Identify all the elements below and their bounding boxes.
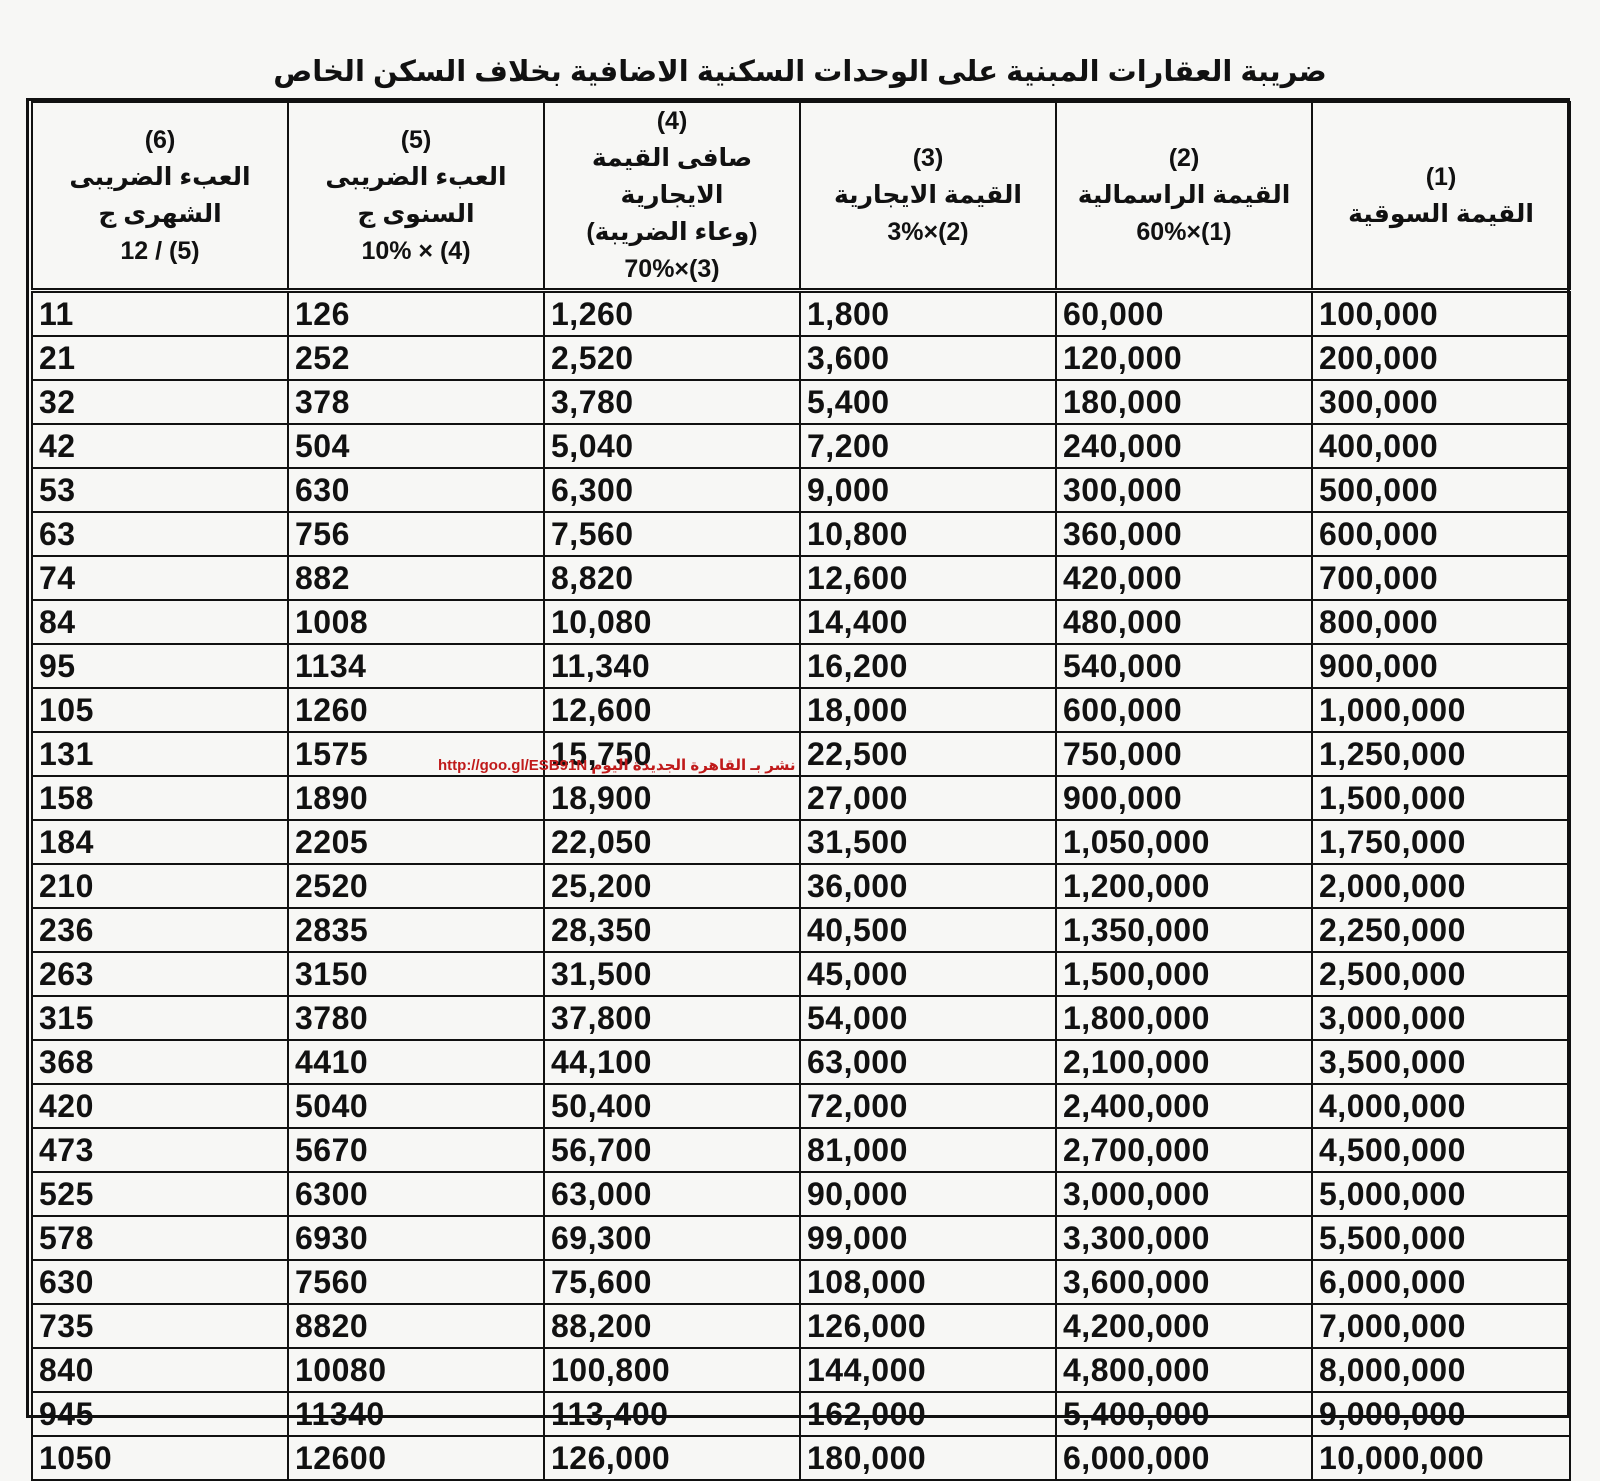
- table-cell: 15,750: [544, 732, 800, 776]
- column-header-num: (3): [912, 144, 944, 172]
- table-cell: 69,300: [544, 1216, 800, 1260]
- table-cell: 63: [32, 512, 288, 556]
- table-cell: 1890: [288, 776, 544, 820]
- table-cell: 27,000: [800, 776, 1056, 820]
- table-row: [32, 776, 1570, 820]
- table-cell: 18,900: [544, 776, 800, 820]
- column-header-num: (1): [1425, 162, 1457, 191]
- table-cell: 7560: [288, 1260, 544, 1304]
- table-cell: 480,000: [1056, 600, 1312, 644]
- table-row: [32, 600, 1570, 644]
- watermark-text: نشر بـ القاهرة الجديدة اليوم http://goo.gl/ESB91N: [438, 757, 796, 774]
- table-cell: 6,300: [544, 468, 800, 512]
- table-cell: 2,700,000: [1056, 1128, 1312, 1172]
- table-row: [32, 556, 1570, 600]
- table-cell: 12,600: [800, 556, 1056, 600]
- table-cell: 6,000,000: [1056, 1436, 1312, 1480]
- table-cell: 37,800: [544, 996, 800, 1040]
- column-header-line1: القيمة الراسمالية: [1077, 181, 1291, 209]
- column-header-formula: 60%×(1): [1136, 218, 1232, 246]
- table-cell: 22,050: [544, 820, 800, 864]
- column-header-formula: 10% × (4): [361, 236, 471, 265]
- table-cell: 100,800: [544, 1348, 800, 1392]
- column-header-formula: 3%×(2): [887, 218, 969, 246]
- table-cell: 56,700: [544, 1128, 800, 1172]
- column-header-num: (4): [656, 107, 688, 135]
- table-cell: 72,000: [800, 1084, 1056, 1128]
- table-cell: 5670: [288, 1128, 544, 1172]
- table-cell: 16,200: [800, 644, 1056, 688]
- table-cell: 4,000,000: [1312, 1084, 1570, 1128]
- table-cell: 44,100: [544, 1040, 800, 1084]
- table-row: [32, 1128, 1570, 1172]
- table-cell: 25,200: [544, 864, 800, 908]
- table-row: [32, 996, 1570, 1040]
- table-cell: 300,000: [1312, 380, 1570, 424]
- table-cell: 578: [32, 1216, 288, 1260]
- table-cell: 3,600,000: [1056, 1260, 1312, 1304]
- page-title: ضريبة العقارات المبنية على الوحدات السكنية الاضافية بخلاف السكن الخاص: [273, 56, 1327, 88]
- table-row: [32, 1348, 1570, 1392]
- table-cell: 100,000: [1312, 291, 1570, 337]
- table-cell: 108,000: [800, 1260, 1056, 1304]
- table-cell: 3,000,000: [1312, 996, 1570, 1040]
- table-cell: 45,000: [800, 952, 1056, 996]
- table-cell: 10,800: [800, 512, 1056, 556]
- table-cell: 882: [288, 556, 544, 600]
- column-header-6: [32, 102, 288, 291]
- table-cell: 1,000,000: [1312, 688, 1570, 732]
- table-cell: 12,600: [544, 688, 800, 732]
- column-header-formula: 70%×(3): [624, 255, 720, 283]
- column-header-5: [288, 102, 544, 291]
- table-row: [32, 732, 1570, 776]
- table-row: [32, 291, 1570, 337]
- table-cell: 1,500,000: [1056, 952, 1312, 996]
- table-cell: 81,000: [800, 1128, 1056, 1172]
- table-cell: 105: [32, 688, 288, 732]
- table-cell: 162,000: [800, 1392, 1056, 1436]
- table-cell: 263: [32, 952, 288, 996]
- table-cell: 5,500,000: [1312, 1216, 1570, 1260]
- table-cell: 5,040: [544, 424, 800, 468]
- column-header-num: (2): [1168, 144, 1200, 172]
- table-cell: 2,500,000: [1312, 952, 1570, 996]
- table-cell: 368: [32, 1040, 288, 1084]
- table-cell: 84: [32, 600, 288, 644]
- table-body: [32, 291, 1570, 1481]
- table-row: [32, 908, 1570, 952]
- column-header-num: (5): [400, 125, 432, 154]
- table-cell: 945: [32, 1392, 288, 1436]
- table-cell: 2,100,000: [1056, 1040, 1312, 1084]
- table-row: [32, 644, 1570, 688]
- table-row: [32, 864, 1570, 908]
- table-cell: 21: [32, 336, 288, 380]
- table-cell: 1,050,000: [1056, 820, 1312, 864]
- table-cell: 3,780: [544, 380, 800, 424]
- column-header-line2: (وعاء الضريبة): [586, 218, 758, 246]
- table-cell: 31,500: [800, 820, 1056, 864]
- table-cell: 300,000: [1056, 468, 1312, 512]
- table-cell: 1,260: [544, 291, 800, 337]
- column-header-line1: العبء الضريبى: [69, 162, 251, 191]
- table-cell: 28,350: [544, 908, 800, 952]
- table-cell: 5,400,000: [1056, 1392, 1312, 1436]
- table-cell: 180,000: [800, 1436, 1056, 1480]
- table-cell: 600,000: [1312, 512, 1570, 556]
- table-row: [32, 1260, 1570, 1304]
- table-cell: 63,000: [800, 1040, 1056, 1084]
- table-cell: 1,350,000: [1056, 908, 1312, 952]
- column-header-num: (6): [144, 125, 176, 154]
- table-cell: 1,750,000: [1312, 820, 1570, 864]
- table-cell: 1,200,000: [1056, 864, 1312, 908]
- table-cell: 40,500: [800, 908, 1056, 952]
- table-cell: 10,000,000: [1312, 1436, 1570, 1480]
- table-cell: 14,400: [800, 600, 1056, 644]
- column-header-2: [1056, 102, 1312, 291]
- column-header-formula: 12 / (5): [120, 236, 200, 265]
- table-cell: 18,000: [800, 688, 1056, 732]
- table-cell: 31,500: [544, 952, 800, 996]
- table-cell: 7,000,000: [1312, 1304, 1570, 1348]
- table-cell: 236: [32, 908, 288, 952]
- table-row: [32, 468, 1570, 512]
- table-cell: 131: [32, 732, 288, 776]
- table-cell: 126,000: [544, 1436, 800, 1480]
- table-cell: 900,000: [1056, 776, 1312, 820]
- table-cell: 74: [32, 556, 288, 600]
- table-cell: 1,800: [800, 291, 1056, 337]
- table-cell: 400,000: [1312, 424, 1570, 468]
- table-cell: 184: [32, 820, 288, 864]
- column-header-line2: السنوى ج: [357, 199, 475, 228]
- column-header-1: [1312, 102, 1570, 291]
- table-cell: 9,000,000: [1312, 1392, 1570, 1436]
- table-cell: 1,800,000: [1056, 996, 1312, 1040]
- table-cell: 473: [32, 1128, 288, 1172]
- table-cell: 2,520: [544, 336, 800, 380]
- table-cell: 53: [32, 468, 288, 512]
- table-cell: 3,600: [800, 336, 1056, 380]
- table-cell: 600,000: [1056, 688, 1312, 732]
- table-cell: 1575: [288, 732, 544, 776]
- table-cell: 700,000: [1312, 556, 1570, 600]
- table-cell: 210: [32, 864, 288, 908]
- table-cell: 525: [32, 1172, 288, 1216]
- column-header-line1: العبء الضريبى: [325, 162, 507, 191]
- table-cell: 4,800,000: [1056, 1348, 1312, 1392]
- table-cell: 3,300,000: [1056, 1216, 1312, 1260]
- table-cell: 3,000,000: [1056, 1172, 1312, 1216]
- table-cell: 252: [288, 336, 544, 380]
- table-cell: 9,000: [800, 468, 1056, 512]
- table-row: [32, 1216, 1570, 1260]
- table-cell: 2205: [288, 820, 544, 864]
- table-cell: 1,500,000: [1312, 776, 1570, 820]
- table-cell: 360,000: [1056, 512, 1312, 556]
- table-cell: 144,000: [800, 1348, 1056, 1392]
- column-header-4: [544, 102, 800, 291]
- table-cell: 2,400,000: [1056, 1084, 1312, 1128]
- table-cell: 90,000: [800, 1172, 1056, 1216]
- table-row: [32, 512, 1570, 556]
- table-cell: 63,000: [544, 1172, 800, 1216]
- table-cell: 5040: [288, 1084, 544, 1128]
- table-cell: 3780: [288, 996, 544, 1040]
- table-cell: 12600: [288, 1436, 544, 1480]
- table-header: [32, 102, 1570, 291]
- table-cell: 60,000: [1056, 291, 1312, 337]
- table-cell: 8,000,000: [1312, 1348, 1570, 1392]
- table-row: [32, 424, 1570, 468]
- table-cell: 900,000: [1312, 644, 1570, 688]
- table-cell: 500,000: [1312, 468, 1570, 512]
- table-cell: 6930: [288, 1216, 544, 1260]
- table-cell: 126,000: [800, 1304, 1056, 1348]
- table-cell: 10,080: [544, 600, 800, 644]
- column-header-3: [800, 102, 1056, 291]
- table-cell: 1008: [288, 600, 544, 644]
- table-cell: 54,000: [800, 996, 1056, 1040]
- table-cell: 6,000,000: [1312, 1260, 1570, 1304]
- table-cell: 630: [32, 1260, 288, 1304]
- table-cell: 8820: [288, 1304, 544, 1348]
- table-row: [32, 1392, 1570, 1436]
- table-cell: 36,000: [800, 864, 1056, 908]
- table-row: [32, 336, 1570, 380]
- table-cell: 6300: [288, 1172, 544, 1216]
- table-cell: 2835: [288, 908, 544, 952]
- table-cell: 158: [32, 776, 288, 820]
- table-cell: 504: [288, 424, 544, 468]
- table-cell: 1260: [288, 688, 544, 732]
- table-row: [32, 952, 1570, 996]
- table-cell: 126: [288, 291, 544, 337]
- table-cell: 7,200: [800, 424, 1056, 468]
- table-cell: 7,560: [544, 512, 800, 556]
- table-cell: 800,000: [1312, 600, 1570, 644]
- table-cell: 11: [32, 291, 288, 337]
- table-cell: 756: [288, 512, 544, 556]
- table-cell: 420: [32, 1084, 288, 1128]
- table-cell: 5,000,000: [1312, 1172, 1570, 1216]
- table-row: [32, 688, 1570, 732]
- table-cell: 75,600: [544, 1260, 800, 1304]
- table-cell: 22,500: [800, 732, 1056, 776]
- table-row: [32, 380, 1570, 424]
- table-cell: 120,000: [1056, 336, 1312, 380]
- table-row: [32, 1084, 1570, 1128]
- table-cell: 113,400: [544, 1392, 800, 1436]
- table-cell: 1050: [32, 1436, 288, 1480]
- table-cell: 11340: [288, 1392, 544, 1436]
- table-cell: 3,500,000: [1312, 1040, 1570, 1084]
- table-cell: 3150: [288, 952, 544, 996]
- table-cell: 200,000: [1312, 336, 1570, 380]
- table-cell: 99,000: [800, 1216, 1056, 1260]
- table-cell: 11,340: [544, 644, 800, 688]
- table-cell: 540,000: [1056, 644, 1312, 688]
- tax-table: [31, 101, 1571, 1481]
- column-header-line1: القيمة الايجارية: [834, 181, 1022, 209]
- table-cell: 4410: [288, 1040, 544, 1084]
- table-cell: 50,400: [544, 1084, 800, 1128]
- table-cell: 1134: [288, 644, 544, 688]
- table-cell: 735: [32, 1304, 288, 1348]
- table-cell: 4,200,000: [1056, 1304, 1312, 1348]
- table-cell: 8,820: [544, 556, 800, 600]
- table-row: [32, 1304, 1570, 1348]
- table-cell: 4,500,000: [1312, 1128, 1570, 1172]
- table-cell: 1,250,000: [1312, 732, 1570, 776]
- table-row: [32, 1040, 1570, 1084]
- table-cell: 315: [32, 996, 288, 1040]
- table-cell: 2520: [288, 864, 544, 908]
- table-cell: 95: [32, 644, 288, 688]
- table-cell: 750,000: [1056, 732, 1312, 776]
- table-cell: 10080: [288, 1348, 544, 1392]
- table-cell: 88,200: [544, 1304, 800, 1348]
- column-header-line1: صافى القيمة الايجارية: [591, 144, 753, 209]
- table-row: [32, 1172, 1570, 1216]
- table-cell: 180,000: [1056, 380, 1312, 424]
- table-cell: 42: [32, 424, 288, 468]
- table-row: [32, 820, 1570, 864]
- table-cell: 32: [32, 380, 288, 424]
- table-cell: 630: [288, 468, 544, 512]
- column-header-line1: القيمة السوقية: [1348, 199, 1534, 228]
- table-cell: 2,000,000: [1312, 864, 1570, 908]
- table-cell: 840: [32, 1348, 288, 1392]
- table-cell: 2,250,000: [1312, 908, 1570, 952]
- table-cell: 378: [288, 380, 544, 424]
- table-cell: 420,000: [1056, 556, 1312, 600]
- table-cell: 240,000: [1056, 424, 1312, 468]
- table-cell: 5,400: [800, 380, 1056, 424]
- column-header-line2: الشهرى ج: [98, 199, 222, 228]
